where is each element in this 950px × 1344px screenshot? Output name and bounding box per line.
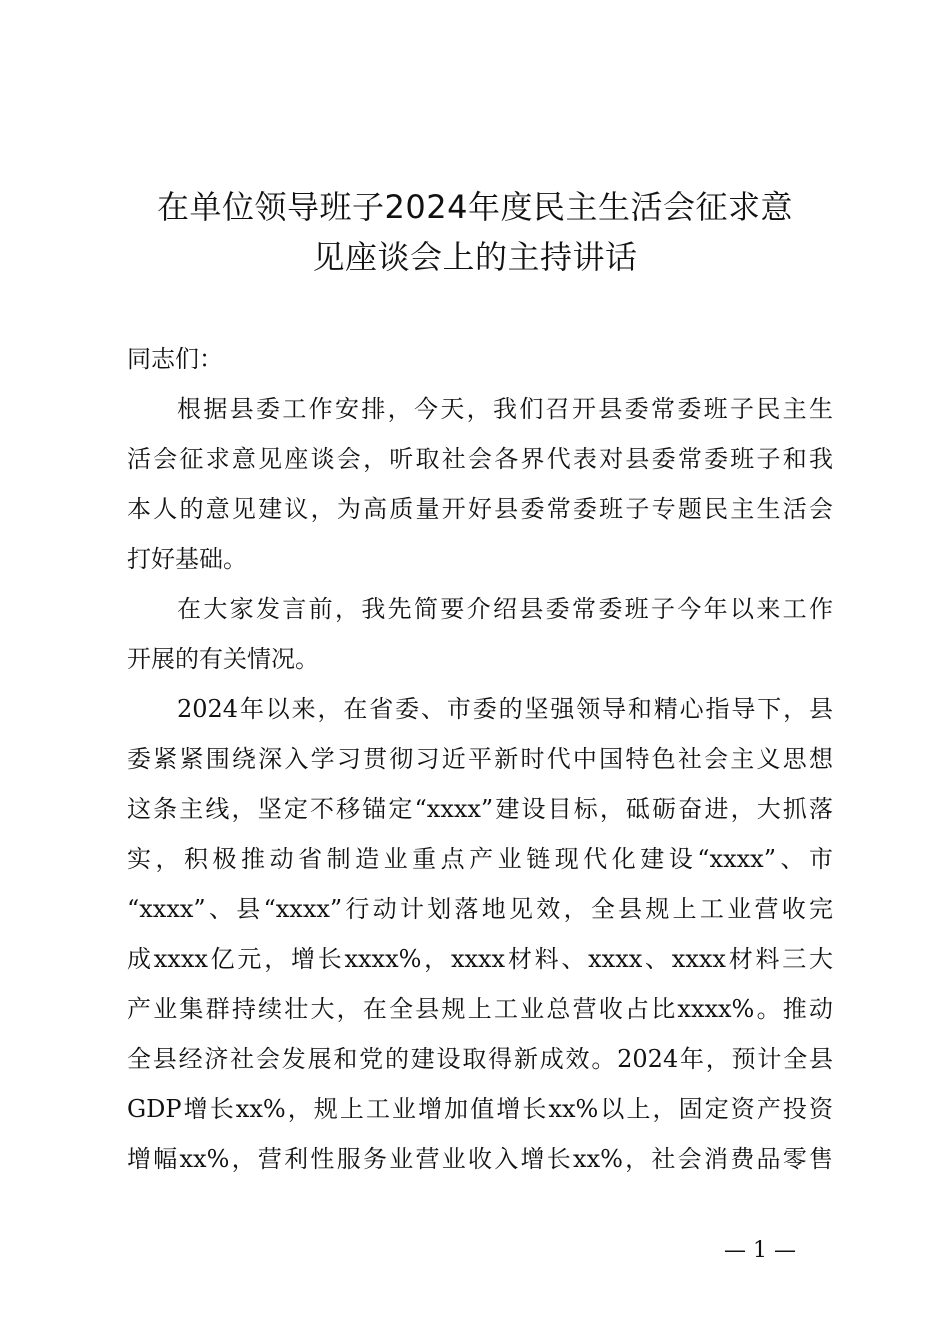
- paragraph-line: “xxxx”、县“xxxx”行动计划落地见效，全县规上工业营收完: [127, 895, 833, 923]
- paragraph-line: GDP增长xx%，规上工业增加值增长xx%以上，固定资产投资: [127, 1095, 833, 1123]
- paragraph-3: [127, 684, 833, 1184]
- paragraph-line: 本人的意见建议，为高质量开好县委常委班子专题民主生活会: [127, 495, 833, 523]
- title-line-1: 在单位领导班子2024年度民主生活会征求意: [157, 188, 793, 226]
- paragraph-line: 根据县委工作安排，今天，我们召开县委常委班子民主生: [177, 395, 833, 423]
- paragraph-2: [127, 584, 833, 684]
- page-number: — 1 —: [724, 1238, 796, 1263]
- paragraph-line: 产业集群持续壮大，在全县规上工业总营收占比xxxx%。推动: [127, 995, 833, 1023]
- paragraph-line: 打好基础。: [127, 545, 247, 573]
- paragraph-line: 成xxxx亿元，增长xxxx%，xxxx材料、xxxx、xxxx材料三大: [127, 945, 833, 973]
- greeting: 同志们：: [127, 345, 223, 373]
- paragraph-line: 开展的有关情况。: [127, 645, 319, 673]
- paragraph-line: 活会征求意见座谈会，听取社会各界代表对县委常委班子和我: [127, 445, 833, 473]
- document-title: [110, 182, 840, 282]
- paragraph-1: [127, 384, 833, 584]
- paragraph-line: 增幅xx%，营利性服务业营业收入增长xx%，社会消费品零售: [127, 1145, 833, 1173]
- paragraph-line: 这条主线，坚定不移锚定“xxxx”建设目标，砥砺奋进，大抓落: [127, 795, 833, 823]
- paragraph-line: 实，积极推动省制造业重点产业链现代化建设“xxxx”、市: [127, 845, 833, 873]
- document-body: [127, 334, 833, 1184]
- paragraph-line: 在大家发言前，我先简要介绍县委常委班子今年以来工作: [177, 595, 833, 623]
- paragraph-line: 2024年以来，在省委、市委的坚强领导和精心指导下，县: [177, 695, 833, 723]
- paragraph-line: 委紧紧围绕深入学习贯彻习近平新时代中国特色社会主义思想: [127, 745, 833, 773]
- title-line-2: 见座谈会上的主持讲话: [312, 238, 638, 276]
- paragraph-line: 全县经济社会发展和党的建设取得新成效。2024年，预计全县: [127, 1045, 833, 1073]
